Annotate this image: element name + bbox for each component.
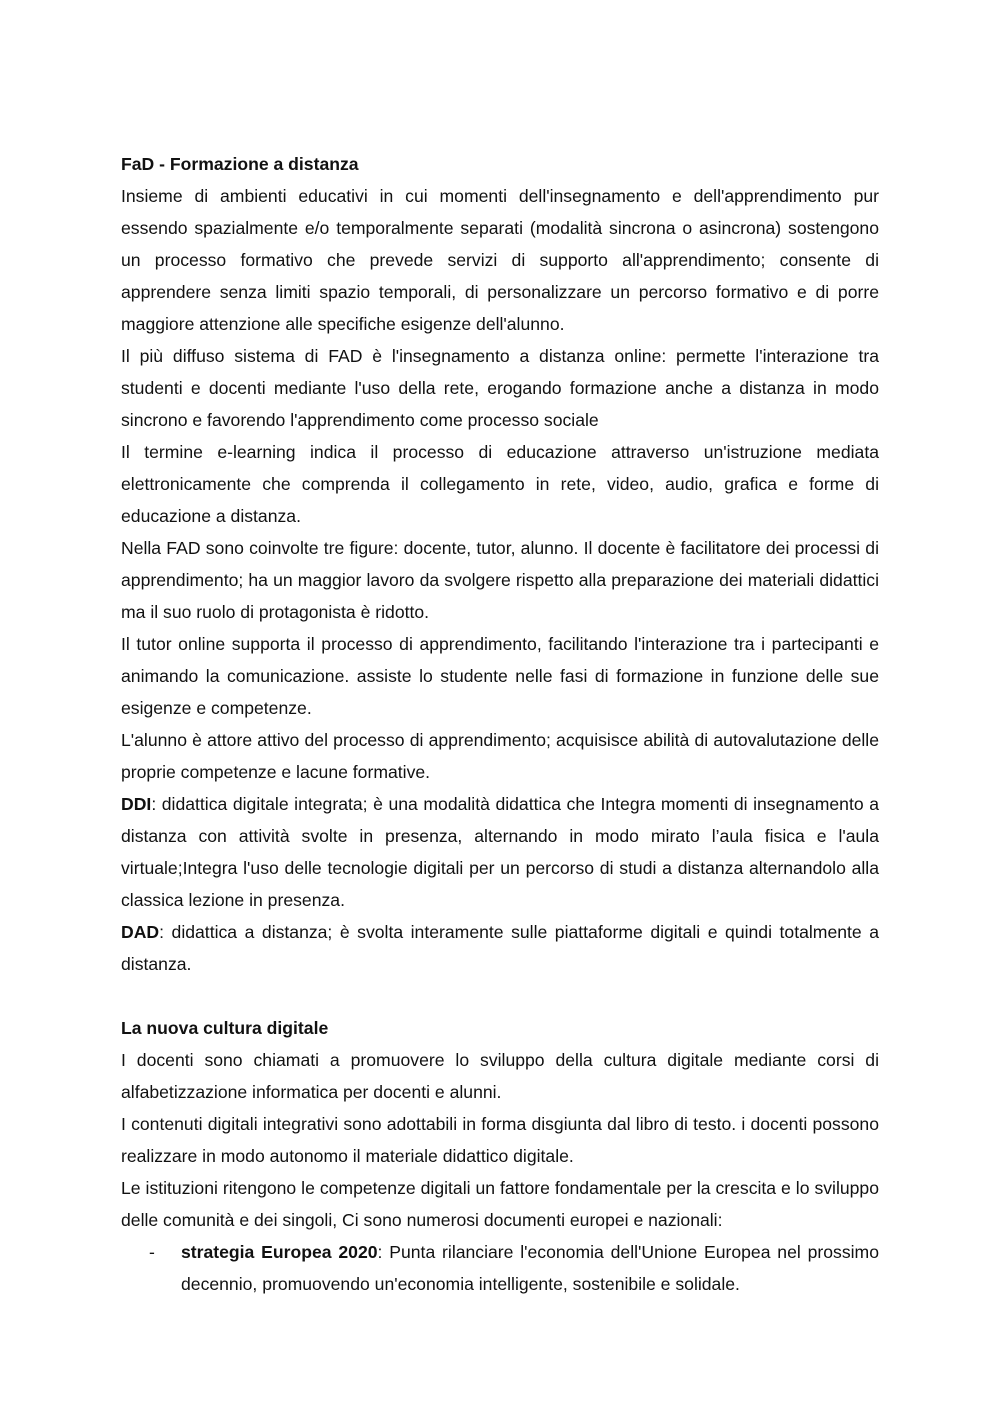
paragraph-fad-definition: Insieme di ambienti educativi in cui momenti dell'insegnamento e dell'apprendimento pur essendo spazialmente e/o temporalmente separati (modalità sincrona o asincrona) sostengono un processo formativo che prevede servizi di supporto all'apprendimento; consente di apprendere senza limiti spazio temporali, di personalizzare un percorso formativo e di porre maggiore attenzione alle specifiche esigenze dell'alunno. [121,186,879,334]
list-item-text: : Punta rilanciare l'economia dell'Unione Europea nel prossimo decennio, promuovendo un'economia intelligente, sostenibile e solidale. [181,1242,879,1294]
paragraph-fad-figures: Nella FAD sono coinvolte tre figure: docente, tutor, alunno. Il docente è facilitatore dei processi di apprendimento; ha un maggior lavoro da svolgere rispetto alla preparazione dei materiali didattici ma il suo ruolo di protagonista è ridotto. [121,538,879,622]
section-title-cultura-digitale: La nuova cultura digitale [121,1018,329,1038]
paragraph-contenuti-digitali: I contenuti digitali integrativi sono adottabili in forma disgiunta dal libro di testo. i docenti possono realizzare in modo autonomo il materiale didattico digitale. [121,1114,879,1166]
paragraph-elearning: Il termine e-learning indica il processo di educazione attraverso un'istruzione mediata elettronicamente che comprenda il collegamento in rete, video, audio, grafica e forme di educazione a distanza. [121,442,879,526]
ddi-term: DDI [121,794,152,814]
list-item-term: strategia Europea 2020 [181,1242,378,1262]
paragraph-dad [121,916,879,980]
list-item [121,1236,879,1300]
dad-definition: : didattica a distanza; è svolta interamente sulle piattaforme digitali e quindi totalmente a distanza. [121,922,879,974]
paragraph-fad-online: Il più diffuso sistema di FAD è l'insegnamento a distanza online: permette l'interazione tra studenti e docenti mediante l'uso della rete, erogando formazione anche a distanza in modo sincrono e favorendo l'apprendimento come processo sociale [121,346,879,430]
list-bullet: - [149,1242,155,1262]
paragraph-alunno: L'alunno è attore attivo del processo di apprendimento; acquisisce abilità di autovalutazione delle proprie competenze e lacune formative. [121,730,879,782]
paragraph-tutor: Il tutor online supporta il processo di apprendimento, facilitando l'interazione tra i partecipanti e animando la comunicazione. assiste lo studente nelle fasi di formazione in funzione delle sue esigenze e competenze. [121,634,879,718]
paragraph-istituzioni: Le istituzioni ritengono le competenze digitali un fattore fondamentale per la crescita e lo sviluppo delle comunità e dei singoli, Ci sono numerosi documenti europei e nazionali: [121,1178,879,1230]
section-title-fad: FaD - Formazione a distanza [121,154,359,174]
paragraph-docenti-cultura: I docenti sono chiamati a promuovere lo sviluppo della cultura digitale mediante corsi di alfabetizzazione informatica per docenti e alunni. [121,1050,879,1102]
ddi-definition: : didattica digitale integrata; è una modalità didattica che Integra momenti di insegnamento a distanza con attività svolte in presenza, alternando in modo mirato l’aula fisica e l'aula virtuale;Integra l'uso delle tecnologie digitali per un percorso di studi a distanza alternandolo alla classica lezione in presenza. [121,794,879,910]
documents-list [121,1236,879,1300]
section-spacer [121,980,879,1012]
dad-term: DAD [121,922,160,942]
paragraph-ddi [121,788,879,916]
document-page [121,148,879,1300]
